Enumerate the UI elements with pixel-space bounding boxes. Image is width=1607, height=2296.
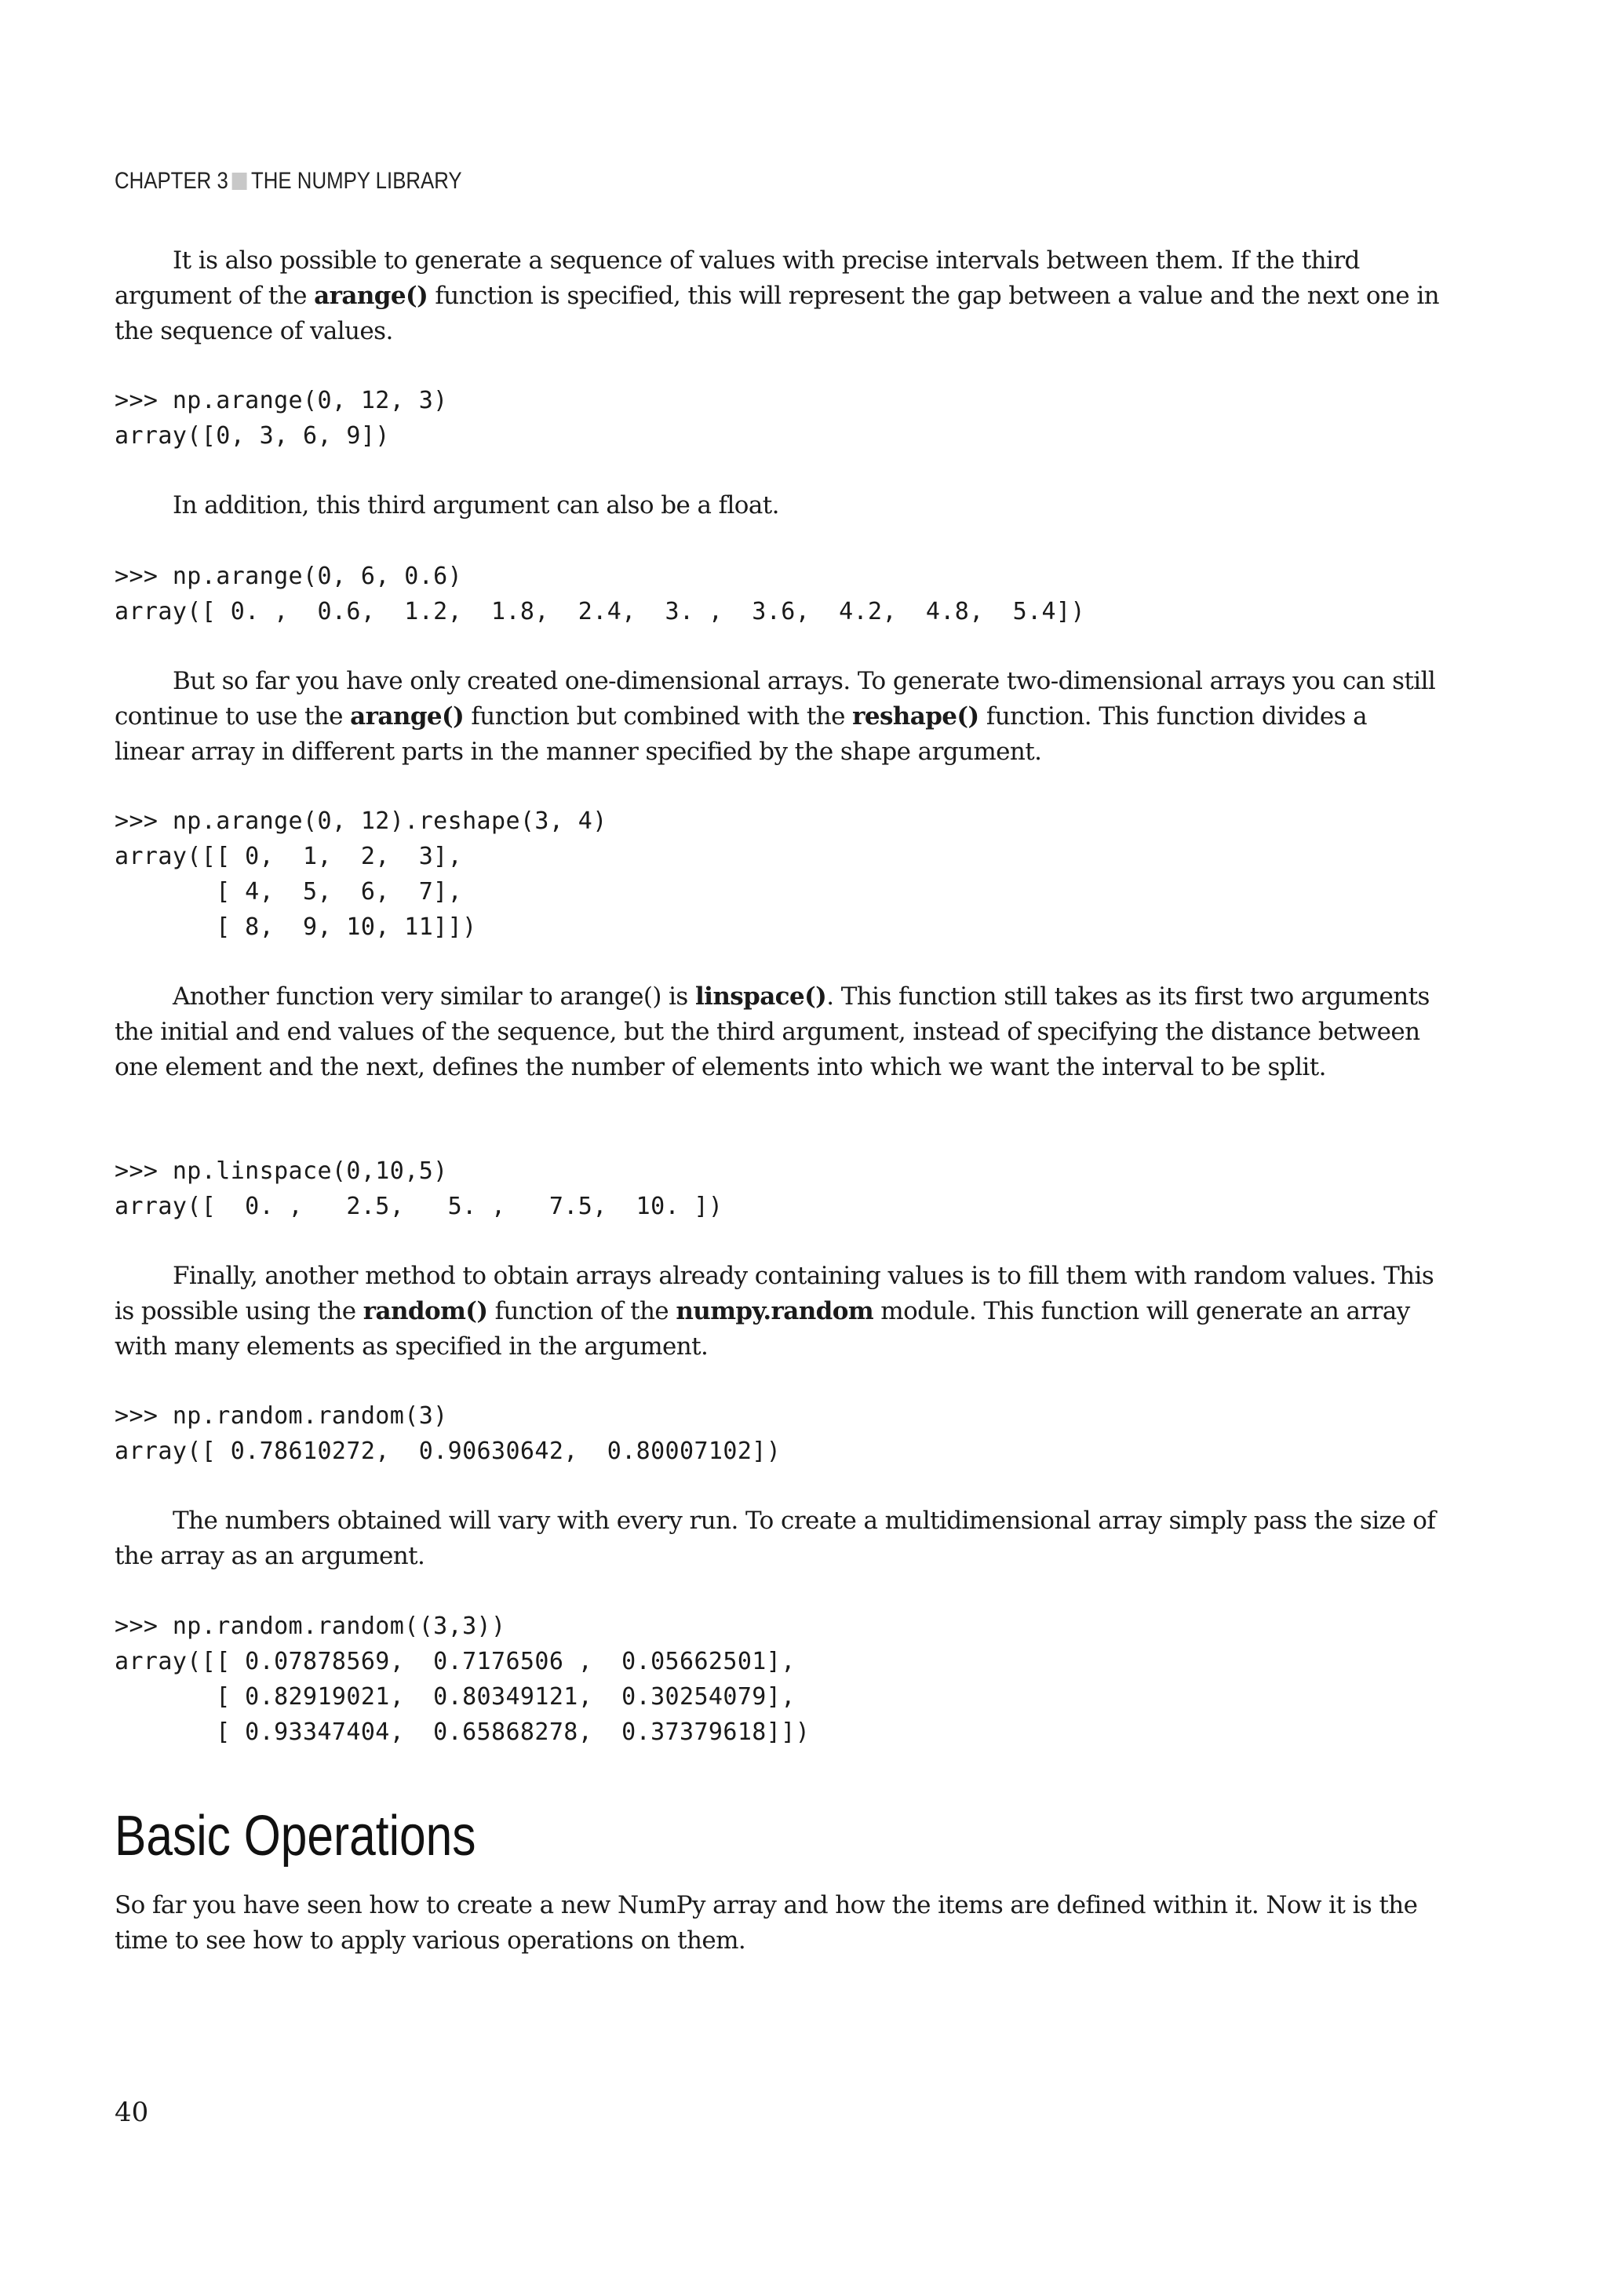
function-name-linspace: linspace()	[694, 982, 827, 1011]
function-name-reshape: reshape()	[852, 702, 979, 731]
code-block-arange-float: >>> np.arange(0, 6, 0.6) array([ 0. , 0.6, 1.2, 1.8, 2.4, 3. , 3.6, 4.2, 4.8, 5.4])	[115, 563, 1085, 625]
function-name-arange: arange()	[314, 282, 428, 310]
code-block-arange-step: >>> np.arange(0, 12, 3) array([0, 3, 6, 9])	[115, 387, 448, 450]
paragraph-arange-step: It is also possible to generate a sequence of values with precise intervals between them. If the third argument of the arange() function is specified, this will represent the gap between a value and the next one in the sequence of values.	[115, 246, 1440, 345]
code-block-linspace: >>> np.linspace(0,10,5) array([ 0. , 2.5, 5. , 7.5, 10. ])	[115, 1157, 723, 1220]
chapter-title: THE NUMPY LIBRARY	[251, 168, 462, 194]
code-block-random: >>> np.random.random(3) array([ 0.78610272, 0.90630642, 0.80007102])	[115, 1402, 782, 1465]
page-number: 40	[115, 2097, 149, 2128]
paragraph-float-step: In addition, this third argument can also be a float.	[173, 491, 779, 519]
chapter-label: CHAPTER 3	[115, 168, 228, 194]
function-name-arange: arange()	[350, 702, 465, 731]
paragraph-random-multidim: The numbers obtained will vary with every run. To create a multidimensional array simply pass the size of the array as an argument.	[115, 1507, 1436, 1570]
paragraph-basic-operations-intro: So far you have seen how to create a new NumPy array and how the items are defined within it. Now it is the time to see how to apply various operations on them.	[115, 1891, 1418, 1955]
header-separator-square	[232, 173, 247, 190]
paragraph-random: Finally, another method to obtain arrays already containing values is to fill them with random values. This is possible using the random() function of the numpy.random module. This function will generate an array with many elements as specified in the argument.	[115, 1262, 1434, 1361]
paragraph-linspace: Another function very similar to arange() is linspace(). This function still takes as its first two arguments the initial and end values of the sequence, but the third argument, instead of specifying the distance between one element and the next, defines the number of elements into which we want the interval to be split.	[115, 982, 1430, 1081]
code-block-reshape: >>> np.arange(0, 12).reshape(3, 4) array([[ 0, 1, 2, 3], [ 4, 5, 6, 7], [ 8, 9, 10, 11]])	[115, 807, 607, 941]
code-block-random-multidim: >>> np.random.random((3,3)) array([[ 0.07878569, 0.7176506 , 0.05662501], [ 0.82919021, 0.80349121, 0.30254079], [ 0.93347404, 0.65868278, 0.37379618]])	[115, 1613, 811, 1746]
paragraph-reshape: But so far you have only created one-dimensional arrays. To generate two-dimensional arrays you can still continue to use the arange() function but combined with the reshape() function. This function divides a linear array in different parts in the manner specified by the shape argument.	[115, 667, 1436, 766]
running-header	[115, 168, 462, 195]
section-heading: Basic Operations	[115, 1805, 476, 1868]
module-name-numpy-random: numpy.random	[676, 1297, 874, 1325]
function-name-random: random()	[363, 1297, 488, 1325]
